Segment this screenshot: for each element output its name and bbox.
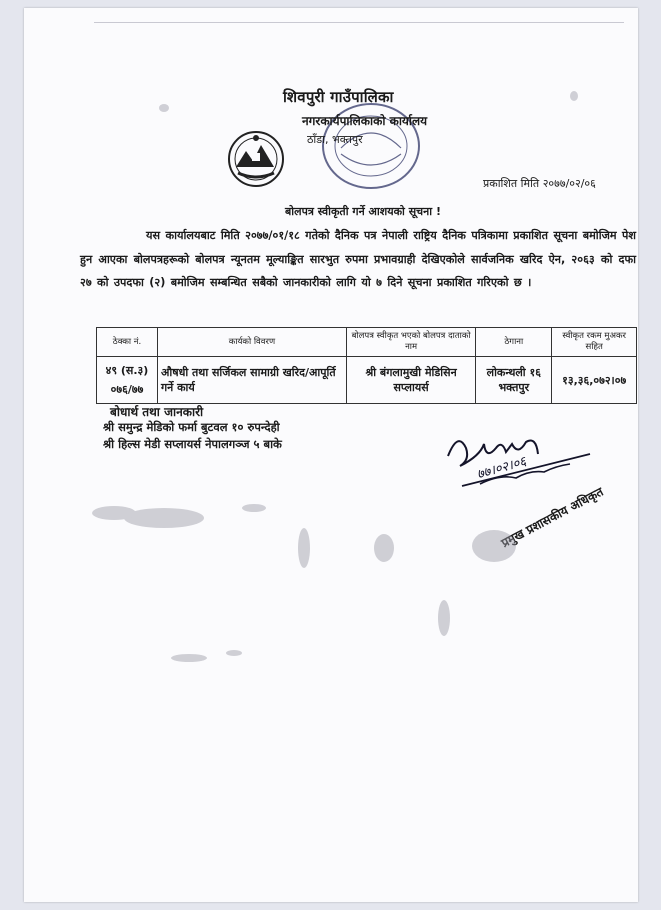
cc-line-1: श्री समुन्द्र मेडिको फर्मा बुटवल १० रुपन्देही — [103, 420, 280, 434]
amount-cell: १३,३६,०७२।०७ — [552, 357, 637, 404]
contract-no-line2: ०७६/७७ — [110, 383, 144, 396]
cc-line-2: श्री हिल्स मेडी सप्लायर्स नेपालगञ्ज ५ बाके — [103, 437, 282, 451]
header-description: कार्यको विवरण — [157, 328, 346, 357]
description-cell: औषधी तथा सर्जिकल सामाग्री खरिद/आपूर्ति गर्ने कार्य — [157, 357, 346, 404]
cc-title: बोधार्थ तथा जानकारी — [110, 405, 204, 419]
organization-name: शिवपुरी गाउँपालिका — [283, 88, 394, 106]
scan-smudges — [24, 8, 638, 902]
header-amount: स्वीकृत रकम मुअकर सहित — [552, 328, 637, 357]
officer-stamp: प्रमुख प्रशासकीय अधिकृत — [498, 484, 606, 551]
notice-heading: बोलपत्र स्वीकृती गर्ने आशयको सूचना ! — [285, 205, 441, 218]
address-cell: लोकन्थली १६ भक्तपुर — [476, 357, 552, 404]
contract-no-line1: ४९ (स.३) — [105, 364, 149, 377]
office-name: नगरकार्यपालिकाको कार्यालय — [302, 114, 428, 128]
office-place: ठाँडा, भक्तपुर — [307, 133, 363, 146]
publish-date: प्रकाशित मिति २०७७/०२/०६ — [483, 177, 596, 190]
bidder-cell: श्री बंगलामुखी मेडिसिन सप्लायर्स — [346, 357, 475, 404]
signature-date: ७७।०२।०६ — [475, 454, 528, 483]
document-page — [24, 8, 638, 902]
header-contract-no: ठेक्का नं. — [97, 328, 158, 357]
header-address: ठेगाना — [476, 328, 552, 357]
notice-body: यस कार्यालयबाट मिति २०७७/०१/१८ गतेको दैनिक पत्र नेपाली राष्ट्रिय दैनिक पत्रिकामा प्रकाशित सूचना बमोजिम पेश हुन आएका बोलपत्रहरूको बोलपत्र न्यूनतम मूल्याङ्कित सारभुत रुपमा प्रभावग्राही देखिएकोले सार्वजनिक खरिद ऐन, २०६३ को दफा २७ को उपदफा (२) बमोजिम सम्बन्धित सबैको जानकारीको लागि यो ७ दिने सूचना प्रकाशित गरिएको छ । — [80, 229, 636, 289]
header-bidder: बोलपत्र स्वीकृत भएको बोलपत्र दाताको नाम — [346, 328, 475, 357]
